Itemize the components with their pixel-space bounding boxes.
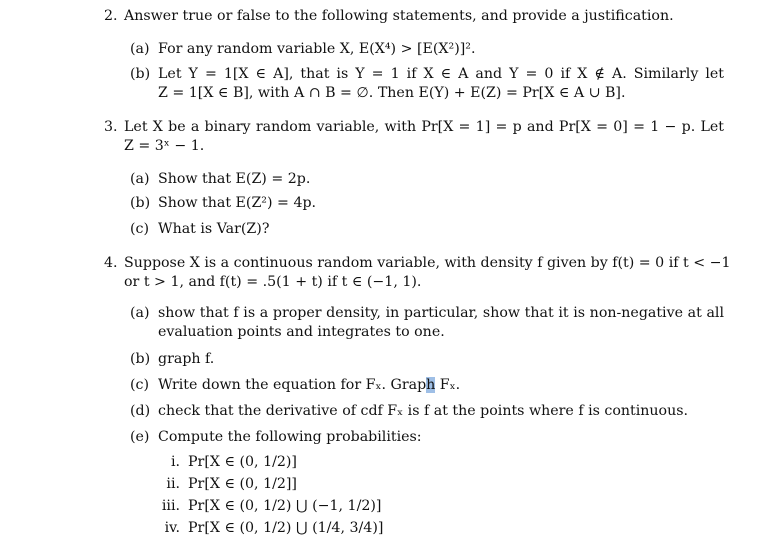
subpart-label: iv. [164,520,180,536]
part-text: graph f. [158,351,215,367]
part-label: (b) [130,351,151,367]
problem-statement-line-2: Z = 3ˣ − 1. [124,138,205,154]
part-text: check that the derivative of cdf Fₓ is f at the points where f is continuous. [158,403,689,419]
part-text-before-highlight: Write down the equation for Fₓ. Grap [158,377,427,393]
part-label: (a) [130,41,150,57]
part-text-after-highlight: Fₓ. [435,377,461,393]
part-text-line-2: Z = 1[X ∈ B], with A ∩ B = ∅. Then E(Y) + E(Z) = Pr[X ∈ A ∪ B]. [158,85,626,101]
part-label: (b) [130,195,151,211]
subpart-label: i. [170,454,180,470]
subpart-text: Pr[X ∈ (0, 1/2)] [188,454,297,470]
part-text: Show that E(Z²) = 4p. [158,195,317,211]
subpart-label: ii. [166,476,180,492]
part-text-line-1: show that f is a proper density, in particular, show that it is non-negative at all [158,305,724,321]
subpart-text: Pr[X ∈ (0, 1/2) ⋃ (1/4, 3/4)] [188,520,384,536]
part-text: Compute the following probabilities: [158,429,422,445]
problem-statement-line-1: Suppose X is a continuous random variable, with density f given by f(t) = 0 if t < −1 [124,255,731,271]
problem-statement-line-1: Let X be a binary random variable, with Pr[X = 1] = p and Pr[X = 0] = 1 − p. Let [124,119,724,135]
subpart-text: Pr[X ∈ (0, 1/2) ⋃ (−1, 1/2)] [188,498,382,514]
problem-number: 3. [104,119,118,135]
part-label: (d) [130,403,151,419]
problem-statement-line-2: or t > 1, and f(t) = .5(1 + t) if t ∈ (−1, 1). [124,274,422,290]
part-text [158,376,724,394]
problem-number: 2. [104,8,118,24]
part-text-line-2: evaluation points and integrates to one. [158,324,445,340]
part-text: For any random variable X, E(X⁴) > [E(X²)]². [158,41,476,57]
problem-number: 4. [104,255,118,271]
part-label: (a) [130,305,150,321]
text-selection-highlight[interactable]: h [426,377,436,393]
part-label: (a) [130,171,150,187]
part-text: What is Var(Z)? [158,221,270,237]
part-label: (b) [130,66,151,82]
subpart-label: iii. [161,498,180,514]
part-label: (e) [130,429,150,445]
problem-statement: Answer true or false to the following statements, and provide a justification. [124,8,674,24]
part-text-line-1: Let Y = 1[X ∈ A], that is Y = 1 if X ∈ A and Y = 0 if X ∉ A. Similarly let [158,66,724,82]
subpart-text: Pr[X ∈ (0, 1/2]] [188,476,297,492]
part-text: Show that E(Z) = 2p. [158,171,311,187]
part-label: (c) [130,377,150,393]
part-label: (c) [130,221,150,237]
